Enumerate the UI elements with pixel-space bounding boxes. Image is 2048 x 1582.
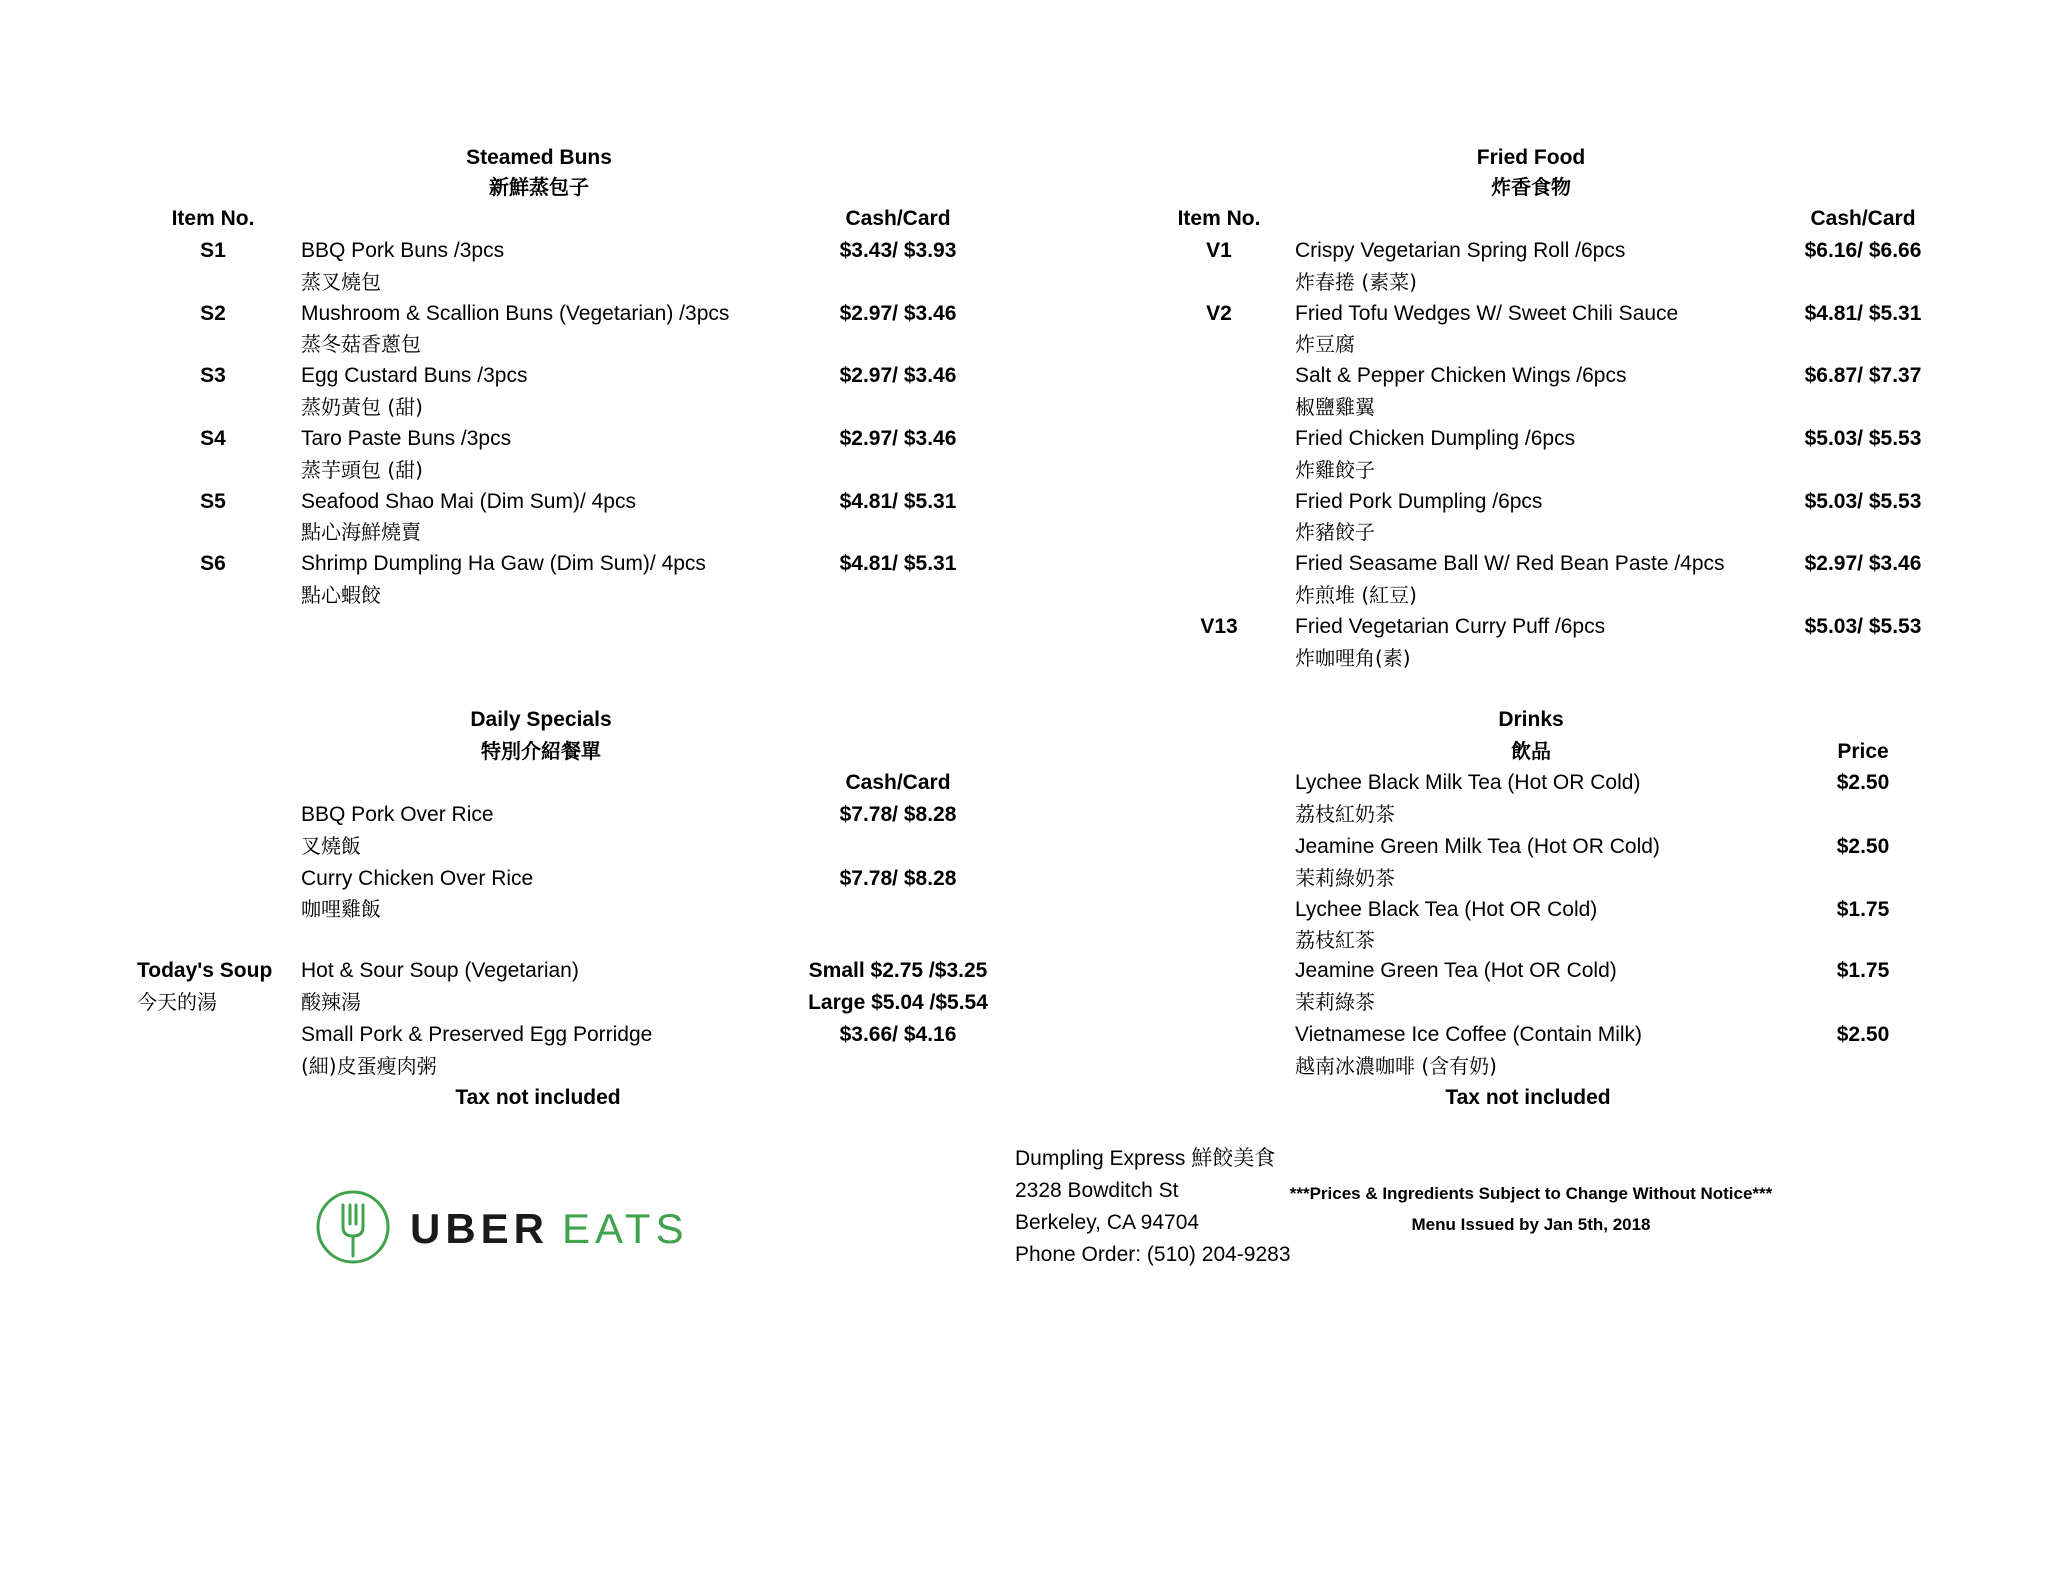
store-name: Dumpling Express 鮮餃美食 [1015,1147,1276,1170]
fried-food-title: Fried Food [1476,146,1586,169]
todays-soup-label-zh: 今天的湯 [137,990,217,1014]
item-price: $2.50 [1836,1023,1890,1046]
porridge-price: $3.66/ $4.16 [839,1023,957,1046]
steamed-buns-item-no-header: Item No. [171,207,255,230]
item-price: $2.97/ $3.46 [839,427,957,450]
item-name: Salt & Pepper Chicken Wings /6pcs [1295,364,1627,387]
item-number: S4 [200,427,226,450]
drinks-price-header: Price [1837,740,1889,763]
item-name-zh: 蒸芋頭包 (甜) [301,458,423,482]
item-name-zh: 叉燒飯 [301,834,361,858]
item-number: S1 [200,239,226,262]
item-name: Mushroom & Scallion Buns (Vegetarian) /3pcs [301,302,730,325]
porridge-name-zh: (細)皮蛋瘦肉粥 [301,1054,437,1078]
daily-specials-title: Daily Specials [470,708,612,731]
store-street: 2328 Bowditch St [1015,1179,1179,1202]
soup-name: Hot & Sour Soup (Vegetarian) [301,959,579,982]
item-name: Curry Chicken Over Rice [301,867,534,890]
item-price: $7.78/ $8.28 [839,803,957,826]
item-name: Crispy Vegetarian Spring Roll /6pcs [1295,239,1626,262]
store-phone: Phone Order: (510) 204-9283 [1015,1243,1291,1266]
item-number: V13 [1200,615,1238,638]
item-price: $5.03/ $5.53 [1804,490,1922,513]
item-name-zh: 炸春捲 (素菜) [1295,270,1417,294]
item-name: Fried Seasame Ball W/ Red Bean Paste /4pcs [1295,552,1725,575]
steamed-buns-title-zh: 新鮮蒸包子 [489,175,589,199]
item-number: S3 [200,364,226,387]
item-name-zh: 越南冰濃咖啡 (含有奶) [1295,1054,1497,1078]
item-name-zh: 蒸奶黃包 (甜) [301,395,423,419]
item-name-zh: 椒鹽雞翼 [1295,395,1375,419]
item-price: $2.50 [1836,771,1890,794]
item-number: S5 [200,490,226,513]
item-name: Fried Tofu Wedges W/ Sweet Chili Sauce [1295,302,1679,325]
logo-word-uber: UBER [410,1205,550,1252]
daily-specials-title-zh: 特別介紹餐單 [481,739,601,763]
item-name-zh: 炸煎堆 (紅豆) [1295,583,1417,607]
item-name-zh: 點心海鮮燒賣 [301,520,421,544]
soup-price-small: Small $2.75 /$3.25 [808,959,988,982]
item-name-zh: 荔枝紅奶茶 [1295,802,1395,826]
porridge-name: Small Pork & Preserved Egg Porridge [301,1023,653,1046]
item-name-zh: 茉莉綠奶茶 [1295,866,1395,890]
steamed-buns-price-header: Cash/Card [845,207,951,230]
item-name: Jeamine Green Milk Tea (Hot OR Cold) [1295,835,1660,858]
item-price: $2.50 [1836,835,1890,858]
item-price: $2.97/ $3.46 [1804,552,1922,575]
drinks-title: Drinks [1498,708,1564,731]
fried-food-title-zh: 炸香食物 [1491,175,1571,199]
item-name: Seafood Shao Mai (Dim Sum)/ 4pcs [301,490,636,513]
item-name: Shrimp Dumpling Ha Gaw (Dim Sum)/ 4pcs [301,552,706,575]
todays-soup-label: Today's Soup [137,959,273,982]
item-name: Taro Paste Buns /3pcs [301,427,512,450]
item-name-zh: 點心蝦餃 [301,583,381,607]
steamed-buns-title: Steamed Buns [466,146,612,169]
item-name: Fried Vegetarian Curry Puff /6pcs [1295,615,1606,638]
logo-word-eats: EATS [562,1205,689,1252]
item-price: $7.78/ $8.28 [839,867,957,890]
soup-price-large: Large $5.04 /$5.54 [808,991,988,1014]
item-price: $4.81/ $5.31 [1804,302,1922,325]
item-name: Fried Pork Dumpling /6pcs [1295,490,1543,513]
item-name: Lychee Black Milk Tea (Hot OR Cold) [1295,771,1641,794]
item-number: S6 [200,552,226,575]
item-name-zh: 炸豆腐 [1295,332,1355,356]
item-number: S2 [200,302,226,325]
item-number: V1 [1206,239,1232,262]
item-name-zh: 炸咖哩角(素) [1295,646,1411,670]
tax-note: Tax not included [1445,1086,1611,1109]
price-change-notice: ***Prices & Ingredients Subject to Change Without Notice*** [1289,1184,1773,1203]
item-price: $6.87/ $7.37 [1804,364,1922,387]
item-price: $4.81/ $5.31 [839,552,957,575]
item-price: $5.03/ $5.53 [1804,615,1922,638]
menu-issued-date: Menu Issued by Jan 5th, 2018 [1411,1215,1651,1234]
item-price: $6.16/ $6.66 [1804,239,1922,262]
drinks-title-zh: 飲品 [1511,739,1551,763]
item-name-zh: 咖哩雞飯 [301,897,381,921]
item-name: Vietnamese Ice Coffee (Contain Milk) [1295,1023,1643,1046]
item-name-zh: 蒸冬菇香蔥包 [301,332,421,356]
uber-eats-logo-mark [307,1172,727,1282]
item-number: V2 [1206,302,1232,325]
item-price: $2.97/ $3.46 [839,302,957,325]
item-price: $4.81/ $5.31 [839,490,957,513]
item-name: Fried Chicken Dumpling /6pcs [1295,427,1576,450]
store-city: Berkeley, CA 94704 [1015,1211,1200,1234]
tax-note: Tax not included [455,1086,621,1109]
daily-specials-price-header: Cash/Card [845,771,951,794]
item-price: $1.75 [1836,898,1890,921]
item-name: Lychee Black Tea (Hot OR Cold) [1295,898,1598,921]
item-name-zh: 荔枝紅茶 [1295,928,1375,952]
item-name: Egg Custard Buns /3pcs [301,364,528,387]
item-name-zh: 蒸叉燒包 [301,270,381,294]
fork-icon [318,1192,388,1262]
soup-name-zh: 酸辣湯 [301,990,361,1014]
item-name: BBQ Pork Buns /3pcs [301,239,505,262]
fried-food-price-header: Cash/Card [1810,207,1916,230]
fried-food-item-no-header: Item No. [1177,207,1261,230]
item-name: BBQ Pork Over Rice [301,803,494,826]
item-name-zh: 茉莉綠茶 [1295,990,1375,1014]
item-price: $5.03/ $5.53 [1804,427,1922,450]
item-name-zh: 炸雞餃子 [1295,458,1375,482]
item-price: $1.75 [1836,959,1890,982]
item-price: $2.97/ $3.46 [839,364,957,387]
item-price: $3.43/ $3.93 [839,239,957,262]
item-name-zh: 炸豬餃子 [1295,520,1375,544]
item-name: Jeamine Green Tea (Hot OR Cold) [1295,959,1617,982]
